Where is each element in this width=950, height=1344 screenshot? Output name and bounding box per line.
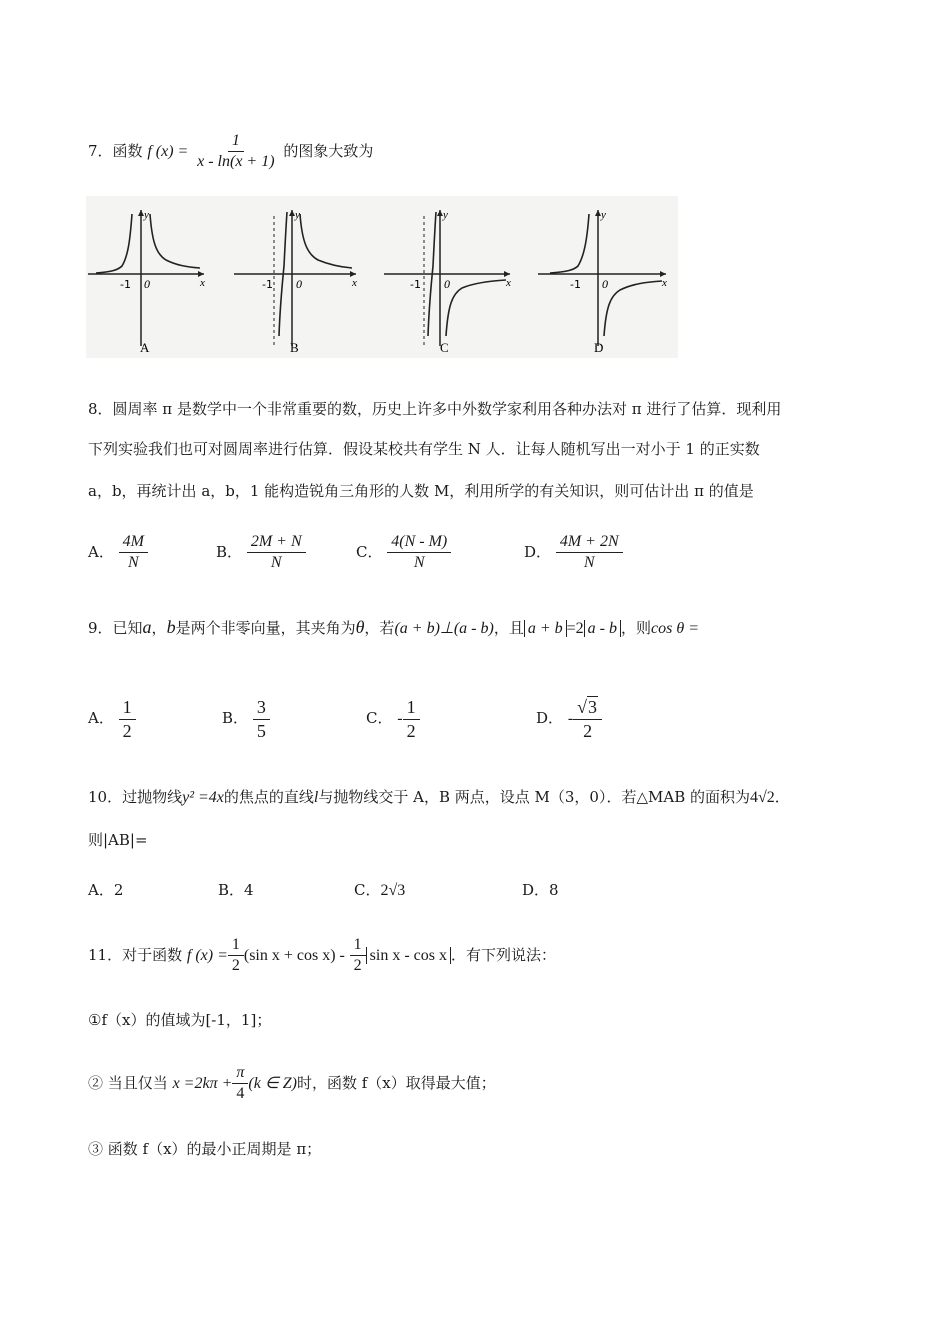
q9-eq2: =2 (566, 620, 584, 637)
q9-a-den: 2 (122, 720, 132, 741)
q9-option-d[interactable] (536, 697, 602, 741)
q11-s2b: 时，函数 f（x）取得最大值； (296, 1073, 496, 1092)
q11-s2-den: 4 (236, 1085, 245, 1103)
q9-a-frac (119, 697, 136, 741)
q8-line2: 下列实验我们也可对圆周率进行估算．假设某校共有学生 N 人．让每人随机写出一对小于 1 的正实数 (88, 440, 760, 458)
graph-a-xlabel: x (200, 277, 205, 289)
q10-parabola: y² =4x (182, 789, 224, 806)
q11-s2-math: x =2kπ + (172, 1074, 233, 1092)
q9-option-a[interactable] (88, 697, 136, 741)
q10-option-a[interactable]: A．2 (88, 881, 124, 899)
graph-b-ylabel: y (295, 209, 300, 221)
q10-line2: 则|AB|= (88, 831, 148, 849)
q9-d-den: 2 (583, 720, 593, 741)
q10-stem (88, 786, 790, 807)
q8-c-den: N (413, 554, 425, 572)
q10-option-d[interactable]: D．8 (522, 881, 559, 899)
q9-option-b[interactable] (222, 697, 270, 741)
graph-d-label: D (594, 340, 604, 355)
graph-d-neg1: -1 (570, 278, 581, 291)
q7-fraction-num: 1 (228, 132, 244, 152)
q8-line3: a，b，再统计出 a，b，1 能构造锐角三角形的人数 M，利用所学的有关知识，则可估计出 π 的值是 (88, 482, 754, 500)
q8-option-a-label: A． (88, 542, 114, 561)
q10-line-l: l (313, 789, 319, 806)
q7-graph-panel (86, 196, 678, 358)
q8-d-num: 4M + 2N (556, 533, 623, 553)
q8-option-d[interactable] (524, 533, 623, 573)
q9-abs2: a - b (584, 620, 621, 637)
q8-a-den: N (127, 554, 139, 572)
q8-option-d-frac (556, 533, 623, 573)
q7-number: 7．函数 (88, 141, 143, 160)
q9-vec-b: b (166, 617, 176, 637)
q7-function-name: f (x) = (147, 142, 189, 160)
q10-option-c-math: 2√3 (380, 882, 406, 899)
q11-function-name: f (x) = (186, 946, 228, 964)
graph-c-neg1: -1 (410, 278, 421, 291)
q9-option-a-label: A． (88, 709, 114, 728)
graph-c-label: C (440, 340, 449, 355)
q9-p3: ，若 (364, 619, 395, 637)
q9-option-c[interactable] (366, 697, 420, 741)
q11-half2-den: 2 (353, 957, 362, 975)
q9-b-frac (253, 697, 270, 741)
q9-abs1: a + b (524, 620, 567, 637)
q8-option-a[interactable] (88, 533, 148, 573)
q9-p4: ，且 (493, 619, 524, 637)
q8-option-c-label: C． (356, 542, 383, 561)
q9-c-den: 2 (406, 720, 416, 741)
graph-a-origin: 0 (144, 277, 150, 291)
q11-half2 (350, 936, 366, 976)
graph-a-neg1: -1 (120, 278, 131, 291)
q11-s2-num: π (232, 1064, 248, 1084)
graph-a-ylabel: y (144, 209, 149, 221)
q9-cos: cos θ = (651, 620, 699, 637)
q10-area: 4√2 (750, 789, 775, 806)
q8-option-c-frac (387, 533, 451, 573)
graph-b-origin: 0 (296, 277, 302, 291)
q10-p1: 10．过抛物线 (88, 788, 183, 806)
graph-c-ylabel: y (443, 209, 448, 221)
q9-c-sign: - (397, 710, 403, 728)
q9-d-sqrt-sign: √ (577, 697, 588, 717)
q10-p2: 的焦点的直线 (223, 788, 314, 806)
q9-p1: 9．已知 (88, 619, 143, 637)
q9-d-num: 3 (588, 697, 598, 717)
q9-a-num: 1 (119, 697, 136, 720)
q8-option-c[interactable] (356, 533, 451, 573)
q8-b-num: 2M + N (247, 533, 306, 553)
graph-d-origin: 0 (602, 277, 608, 291)
q9-c-num: 1 (403, 697, 420, 720)
q11-statement-3: ③ 函数 f（x）的最小正周期是 π； (88, 1140, 322, 1158)
q9-stem (88, 617, 699, 638)
q8-option-b-frac (247, 533, 306, 573)
q11-s2-k: (k ∈ Z) (248, 1074, 297, 1092)
q10-option-c[interactable] (354, 879, 405, 900)
q8-b-den: N (270, 554, 282, 572)
q8-a-num: 4M (119, 533, 148, 553)
graph-c-origin: 0 (444, 277, 450, 291)
graph-a-label: A (140, 340, 150, 355)
q9-sep: ， (151, 619, 167, 637)
q9-b-num: 3 (253, 697, 270, 720)
q7-tail: 的图象大致为 (283, 141, 374, 160)
q8-option-b-label: B． (216, 542, 243, 561)
q10-p4: ． (774, 788, 790, 806)
q8-option-a-frac (119, 533, 148, 573)
graph-c-xlabel: x (506, 277, 511, 289)
q11-statement-1: ①f（x）的值域为[-1，1]； (88, 1011, 272, 1029)
q11-mid: (sin x + cos x) - (243, 946, 345, 964)
q11-s2-frac (232, 1064, 248, 1104)
q9-b-den: 5 (256, 720, 266, 741)
q9-d-frac (573, 697, 602, 741)
q9-p2: 是两个非零向量，其夹角为 (175, 619, 356, 637)
graph-b-neg1: -1 (262, 278, 273, 291)
q11-abs: sin x - cos x (366, 947, 451, 964)
q10-option-c-label: C． (354, 881, 381, 899)
q7-fraction-den: x - ln(x + 1) (197, 153, 275, 171)
q11-stem (88, 936, 556, 976)
q11-half1 (228, 936, 244, 976)
q9-p5: ，则 (620, 619, 651, 637)
q8-line1: 8．圆周率 π 是数学中一个非常重要的数，历史上许多中外数学家利用各种办法对 π 进行了估算．现利用 (88, 400, 782, 418)
q11-half1-num: 1 (228, 936, 244, 956)
q9-option-c-label: C． (366, 709, 393, 728)
q7-fraction (193, 132, 278, 172)
q11-p1: 11．对于函数 (88, 945, 183, 964)
graph-b-xlabel: x (352, 277, 357, 289)
q11-statement-2 (88, 1064, 496, 1104)
q9-c-frac (403, 697, 420, 741)
q9-d-sign: - (567, 710, 574, 728)
q9-perp: (a + b)⊥(a - b) (394, 620, 494, 637)
q10-option-b[interactable]: B．4 (218, 881, 254, 899)
q8-d-den: N (583, 554, 595, 572)
q11-half1-den: 2 (231, 957, 240, 975)
q11-p2: ．有下列说法： (451, 945, 557, 964)
q9-theta: θ (355, 617, 365, 637)
graph-d-ylabel: y (601, 209, 606, 221)
q8-option-b[interactable] (216, 533, 306, 573)
q10-p3: 与抛物线交于 A，B 两点，设点 M（3，0）．若△MAB 的面积为 (318, 788, 750, 806)
q7-stem (88, 132, 373, 172)
q8-c-num: 4(N - M) (387, 533, 451, 553)
q11-s2a: ② 当且仅当 (88, 1073, 168, 1092)
graph-b-label: B (290, 340, 299, 355)
q8-option-d-label: D． (524, 542, 552, 561)
q9-vec-a: a (142, 617, 152, 637)
q9-option-d-label: D． (536, 709, 564, 728)
graph-d-xlabel: x (662, 277, 667, 289)
q9-option-b-label: B． (222, 709, 249, 728)
q11-half2-num: 1 (350, 936, 366, 956)
